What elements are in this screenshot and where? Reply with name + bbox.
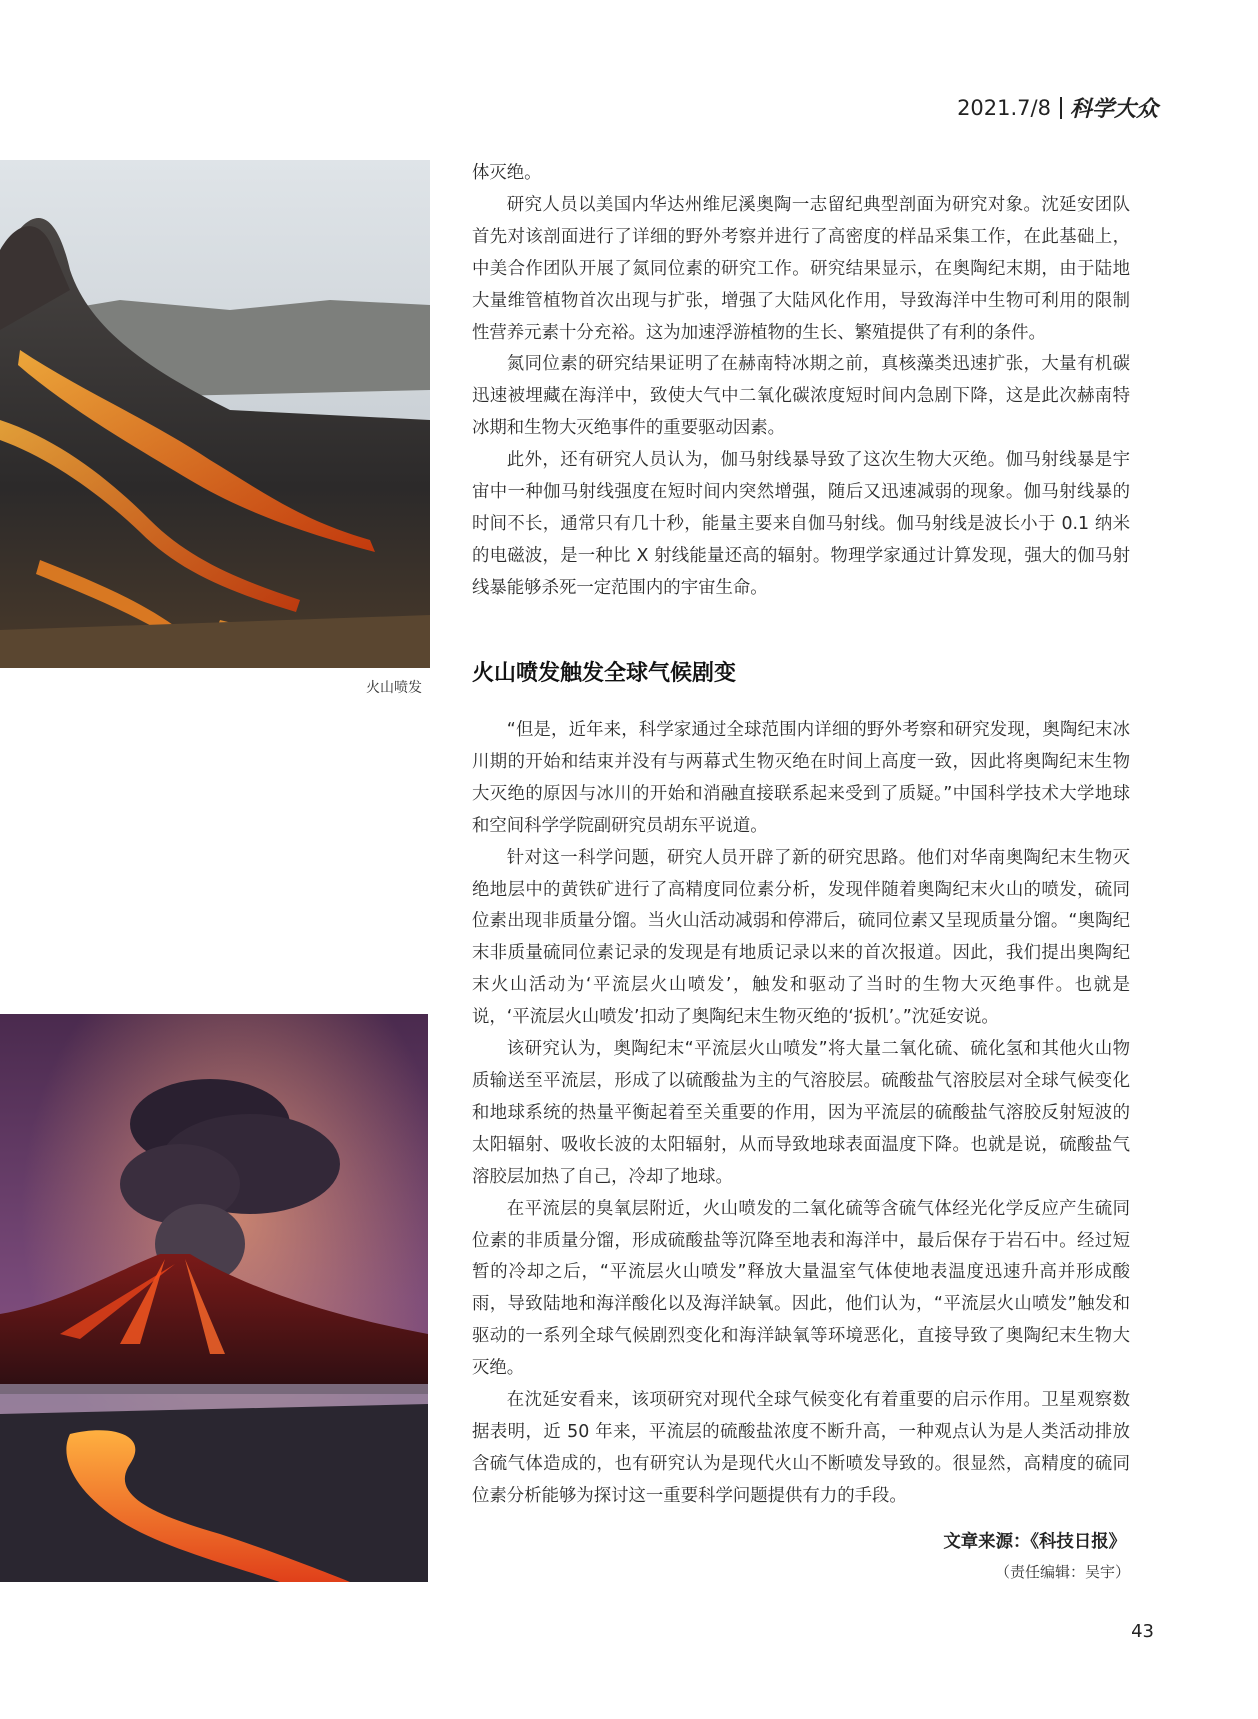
issue-date: 2021.7/8: [957, 95, 1051, 120]
paragraph: 研究人员以美国内华达州维尼溪奥陶一志留纪典型剖面为研究对象。沈延安团队首先对该剖面进行了详细的野外考察并进行了高密度的样品采集工作，在此基础上，中美合作团队开展了氮同位素的研究工作。研究结果显示，在奥陶纪末期，由于陆地大量维管植物首次出现与扩张，增强了大陆风化作用，导致海洋中生物可利用的限制性营养元素十分充裕。这为加速浮游植物的生长、繁殖提供了有利的条件。: [472, 194, 1130, 343]
paragraph: 在平流层的臭氧层附近，火山喷发的二氧化硫等含硫气体经光化学反应产生硫同位素的非质量分馏，形成硫酸盐等沉降至地表和海洋中，最后保存于岩石中。经过短暂的冷却之后，“平流层火山喷发”释放大量温室气体使地表温度迅速升高并形成酸雨，导致陆地和海洋酸化以及海洋缺氧。因此，他们认为，“平流层火山喷发”触发和驱动的一系列全球气候剧烈变化和海洋缺氧等环境恶化，直接导致了奥陶纪末生物大灭绝。: [472, 1198, 1130, 1379]
paragraph: 在沈延安看来，该项研究对现代全球气候变化有着重要的启示作用。卫星观察数据表明，近 50 年来，平流层的硫酸盐浓度不断升高，一种观点认为是人类活动排放含硫气体造成的，也有研究认为是现代火山不断喷发导致的。很显然，高精度的硫同位素分析能够为探讨这一重要科学问题提供有力的手段。: [472, 1390, 1130, 1506]
page-number: 43: [1131, 1621, 1154, 1642]
article-body-top: [472, 158, 1130, 605]
paragraph: 该研究认为，奥陶纪末“平流层火山喷发”将大量二氧化硫、硫化氢和其他火山物质输送至平流层，形成了以硫酸盐为主的气溶胶层。硫酸盐气溶胶层对全球气候变化和地球系统的热量平衡起着至关重要的作用，因为平流层的硫酸盐气溶胶反射短波的太阳辐射、吸收长波的太阳辐射，从而导致地球表面温度下降。也就是说，硫酸盐气溶胶层加热了自己，冷却了地球。: [472, 1039, 1130, 1187]
section-heading: 火山喷发触发全球气候剧变: [472, 661, 737, 686]
lava-field-photo: [0, 160, 430, 668]
article-source: 文章来源：《科技日报》: [943, 1532, 1126, 1552]
paragraph: 体灭绝。: [472, 163, 542, 183]
magazine-title: 科学大众: [1069, 96, 1158, 122]
figure-caption: 火山喷发: [366, 680, 422, 696]
paragraph: “但是，近年来，科学家通过全球范围内详细的野外考察和研究发现，奥陶纪末冰川期的开始和结束并没有与两幕式生物灭绝在时间上高度一致，因此将奥陶纪末生物大灭绝的原因与冰川的开始和消融直接联系起来受到了质疑。”中国科学技术大学地球和空间科学学院副研究员胡东平说道。: [472, 720, 1130, 836]
paragraph: 氮同位素的研究结果证明了在赫南特冰期之前，真核藻类迅速扩张，大量有机碳迅速被埋藏在海洋中，致使大气中二氧化碳浓度短时间内急剧下降，这是此次赫南特冰期和生物大灭绝事件的重要驱动因素。: [472, 354, 1130, 439]
header-divider: [1060, 97, 1062, 119]
volcano-eruption-photo: [0, 1014, 428, 1582]
paragraph: 此外，还有研究人员认为，伽马射线暴导致了这次生物大灭绝。伽马射线暴是宇宙中一种伽马射线强度在短时间内突然增强，随后又迅速减弱的现象。伽马射线暴的时间不长，通常只有几十秒，能量主要来自伽马射线。伽马射线是波长小于 0.1 纳米的电磁波，是一种比 X 射线能量还高的辐射。物理学家通过计算发现，强大的伽马射线暴能够杀死一定范围内的宇宙生命。: [472, 450, 1130, 598]
article-body-bottom: [472, 715, 1130, 1513]
responsible-editor: （责任编辑：吴宇）: [994, 1563, 1130, 1581]
page-header: [957, 92, 1158, 123]
paragraph: 针对这一科学问题，研究人员开辟了新的研究思路。他们对华南奥陶纪末生物灭绝地层中的黄铁矿进行了高精度同位素分析，发现伴随着奥陶纪末火山的喷发，硫同位素出现非质量分馏。当火山活动减弱和停滞后，硫同位素又呈现质量分馏。“奥陶纪末非质量硫同位素记录的发现是有地质记录以来的首次报道。因此，我们提出奥陶纪末火山活动为‘平流层火山喷发’，触发和驱动了当时的生物大灭绝事件。也就是说，‘平流层火山喷发’扣动了奥陶纪末生物灭绝的‘扳机’。”沈延安说。: [472, 847, 1130, 1028]
